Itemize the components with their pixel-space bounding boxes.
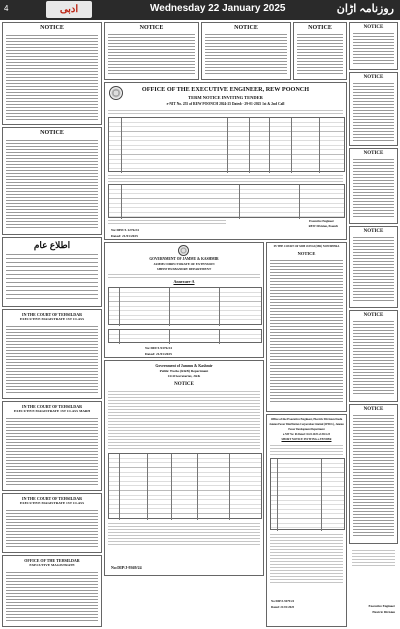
tender-signatory: Executive Engineer bbox=[309, 219, 334, 223]
masthead: روزنامہ اڑان bbox=[336, 3, 394, 15]
govt-subtitle: JAMMU DIRECTORATE OF EXTENSION bbox=[153, 262, 215, 266]
notice-box-top-mid-2 bbox=[201, 22, 291, 80]
notice-heading: NOTICE bbox=[308, 25, 332, 31]
electric-office: Office of the Executive Engineer, Electric Division Doda bbox=[270, 417, 343, 421]
court-notice-3 bbox=[2, 493, 102, 553]
tender-schedule-table bbox=[108, 184, 345, 218]
govt-office: SHEEP HUSBANDRY DEPARTMENT bbox=[156, 267, 212, 271]
tender-reference: e-NIT No. 255 of REW POONCH 2024-25 Dated:- 29-01-2025 1st & 2nd Call bbox=[166, 102, 285, 106]
govt-emblem-icon bbox=[178, 245, 189, 256]
signatory-title: Executive Engineer bbox=[368, 604, 395, 608]
tender-works-table bbox=[108, 117, 345, 172]
pwd-govt-title: Government of Jammu & Kashmir bbox=[155, 364, 213, 368]
tender-office-title: OFFICE OF THE EXECUTIVE ENGINEER, REW POONCH bbox=[141, 86, 310, 93]
govt-jk-date: Dated: 21/01/2025 bbox=[145, 352, 172, 356]
pwd-works-table bbox=[108, 453, 262, 519]
notice-box-top-left bbox=[2, 22, 102, 125]
tender-subtitle: TERM NOTICE INVITING TENDER bbox=[188, 95, 263, 100]
electric-number: No:DIP/J-9479/24 bbox=[271, 599, 294, 603]
notice-heading: NOTICE bbox=[363, 25, 384, 30]
court-notice-4 bbox=[2, 555, 102, 627]
pwd-notice-heading: NOTICE bbox=[174, 382, 194, 387]
court-title: IN THE COURT OF TEHSILDAR bbox=[22, 496, 82, 501]
notice-box-top-mid-1 bbox=[104, 22, 199, 80]
sdm-notice-heading: NOTICE bbox=[297, 251, 316, 256]
annexure-table-2 bbox=[108, 329, 262, 343]
notice-box-left-2 bbox=[2, 127, 102, 235]
right-notice-4 bbox=[349, 226, 398, 308]
urdu-public-notice bbox=[2, 237, 102, 307]
notice-heading: NOTICE bbox=[40, 25, 64, 31]
notice-heading: NOTICE bbox=[363, 151, 384, 156]
court-subtitle: EXECUTIVE MAGISTRATE 1ST CLASS MARH bbox=[13, 409, 91, 413]
electric-division-tender bbox=[266, 414, 347, 627]
govt-jk-number: No:DIP/J-9376/24 bbox=[145, 346, 172, 350]
court-notice-2 bbox=[2, 401, 102, 491]
notice-heading: NOTICE bbox=[363, 407, 384, 412]
page-number: 4 bbox=[4, 4, 9, 13]
electric-short-notice: SHORT NOTICE INVITING e-TENDER bbox=[281, 438, 332, 441]
signatory-division: Electric Division bbox=[372, 610, 395, 614]
newspaper-logo: ادبی bbox=[46, 1, 92, 18]
court-title: IN THE COURT OF TEHSILDAR bbox=[22, 312, 82, 317]
electric-works-table bbox=[270, 458, 345, 530]
right-notice-6 bbox=[349, 404, 398, 544]
pwd-dept: Public Works (R&B) Department bbox=[159, 369, 209, 373]
urdu-heading: اطلاع عام bbox=[33, 240, 71, 250]
govt-jk-notice bbox=[104, 242, 264, 358]
pwd-number: No:DIP/J-9369/24 bbox=[111, 565, 142, 570]
electric-dept: Power Development Department bbox=[288, 428, 325, 431]
right-column-signature bbox=[349, 548, 398, 627]
notice-box-top-mid-3 bbox=[293, 22, 347, 80]
electric-corp: Jammu Power Distribution Corporation Limited (JPDCL), Jammu bbox=[269, 423, 344, 426]
annexure-table-1 bbox=[108, 287, 262, 325]
sdm-court-title: IN THE COURT OF SDM JONGI (MR) NOWSHERA bbox=[273, 245, 340, 248]
right-notice-5 bbox=[349, 310, 398, 402]
pwd-place: Civil Secretariat, J&K bbox=[167, 374, 201, 378]
right-notice-1 bbox=[349, 22, 398, 70]
tender-number: No:DEP/J-1276/24 bbox=[111, 228, 139, 232]
court-subtitle: EXECUTIVE MAGISTRATE bbox=[29, 563, 75, 567]
annexure-label: Annexure-A bbox=[173, 279, 195, 284]
notice-heading: NOTICE bbox=[40, 130, 64, 136]
notice-heading: NOTICE bbox=[234, 25, 258, 31]
court-title: IN THE COURT OF TEHSILDAR bbox=[22, 404, 82, 409]
court-sdm-notice bbox=[266, 242, 347, 412]
govt-pwd-notice bbox=[104, 360, 264, 576]
right-notice-3 bbox=[349, 148, 398, 224]
govt-title: GOVERNMENT OF JAMMU & KASHMIR bbox=[149, 257, 219, 261]
notice-heading: NOTICE bbox=[139, 25, 164, 31]
notice-heading: NOTICE bbox=[363, 229, 384, 234]
court-subtitle: EXECUTIVE MAGISTRATE 1ST CLASS bbox=[19, 317, 85, 321]
notice-heading: NOTICE bbox=[363, 75, 384, 80]
page-header bbox=[0, 0, 400, 20]
tender-signatory-dept: REW Division, Poonch bbox=[308, 224, 338, 228]
court-title: OFFICE OF THE TEHSILDAR bbox=[24, 558, 80, 563]
electric-nit: e-NIT No: 66 Dated: 16.01.2025 of 2024-25 bbox=[282, 433, 331, 436]
notice-heading: NOTICE bbox=[363, 313, 384, 318]
court-notice-1 bbox=[2, 309, 102, 399]
electric-date: Dated: 21/01/2025 bbox=[271, 605, 295, 609]
tender-notice-rew-poonch bbox=[104, 82, 347, 240]
tender-date: Dated: 21/01/2025 bbox=[111, 234, 138, 238]
edition-date: Wednesday 22 January 2025 bbox=[150, 3, 286, 14]
court-subtitle: EXECUTIVE MAGISTRATE 1ST CLASS bbox=[19, 501, 85, 505]
right-notice-2 bbox=[349, 72, 398, 146]
